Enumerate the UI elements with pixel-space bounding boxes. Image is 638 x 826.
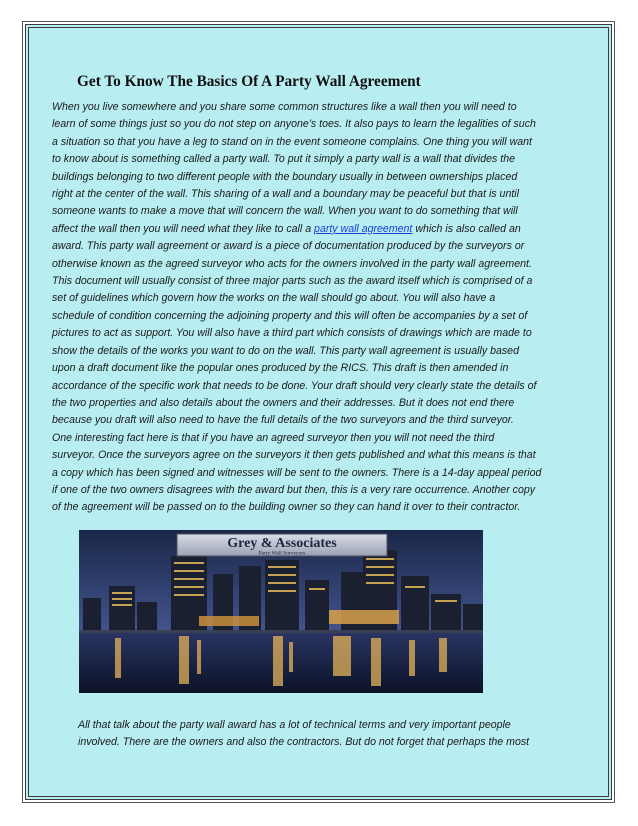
text-line: This document will usually consist of three major parts such as the award itself which is comprised of a [52, 275, 533, 288]
text-line: a copy which has been signed and witnesses will be sent to the owners. There is a 14-day appeal period [52, 466, 542, 479]
text-line: surveyor. Once the surveyors agree on the surveyors it then gets published and what this means is that [52, 449, 536, 462]
link-line-after: which is also called an [412, 222, 521, 235]
party-wall-agreement-link[interactable]: party wall agreement [314, 222, 413, 235]
text-line: award. This party wall agreement or award is a piece of documentation produced by the surveyors or [52, 240, 525, 253]
text-line: When you live somewhere and you share some common structures like a wall then you will need to [52, 101, 517, 113]
text-line: if one of the two owners disagrees with the award but then, this is a very rare occurrence. Another copy [52, 483, 536, 496]
text-line: right at the center of the wall. This sharing of a wall and a boundary may be peaceful but that is until [52, 188, 519, 201]
city-skyline-photo [79, 530, 483, 693]
text-line: because you draft will also need to have the full details of the two surveyors and the third surveyor. [52, 414, 514, 427]
text-line: a situation so that you have a leg to stand on in the event someone complains. One thing you will want [52, 135, 532, 148]
text-line: show the details of the works you want to do on the wall. This party wall agreement is usually based [52, 344, 519, 357]
document-body [52, 72, 586, 517]
skyline-illustration [79, 530, 483, 693]
banner-title: Grey & Associates [227, 536, 337, 551]
text-line: One interesting fact here is that if you have an agreed surveyor then you will not need the third [52, 431, 495, 444]
banner-subtitle: Party Wall Surveyors [258, 550, 306, 557]
text-line: involved. There are the owners and also the contractors. But do not forget that perhaps the most [78, 736, 530, 749]
text-line: All that talk about the party wall award has a lot of technical terms and very important people [78, 719, 511, 731]
text-line: of the agreement will be passed on to the building owner so they can hand it over to their contractor. [52, 501, 521, 514]
text-line: pictures to act as support. You will also have a third part which consists of drawings which are made to [52, 327, 532, 340]
link-line-before: affect the wall then you will need what they like to call a [52, 222, 315, 235]
text-line: to know about is something called a party wall. To put it simply a party wall is a wall that divides the [52, 153, 516, 166]
text-line: buildings belonging to two different people with the boundary usually in between ownerships placed [52, 170, 518, 183]
text-line: the two properties and also details about the owners and their addresses. But it does not end there [52, 396, 515, 409]
text-line-with-link [52, 221, 586, 238]
document-title: Get To Know The Basics Of A Party Wall Agreement [77, 73, 421, 90]
text-line: upon a draft document like the popular ones produced by the RICS. This draft is then amended in [52, 362, 509, 375]
text-line: someone wants to make a move that will concern the wall. When you want to do something that will [52, 205, 518, 218]
paragraph-2 [78, 717, 598, 752]
text-line: schedule of condition concerning the adjoining property and this will often be accompanies by a set of [52, 309, 528, 322]
text-line: learn of some things just so you do not step on anyone’s toes. It also pays to learn the legalities of such [52, 118, 536, 131]
text-line: otherwise known as the agreed surveyor who acts for the owners involved in the party wall agreement. [52, 257, 532, 270]
text-line: accordance of the specific work that needs to be done. Your draft should very clearly state the details of [52, 379, 537, 392]
text-line: set of guidelines which govern how the works on the wall should go about. You will also have a [52, 292, 496, 305]
paragraph-1 [52, 99, 586, 517]
